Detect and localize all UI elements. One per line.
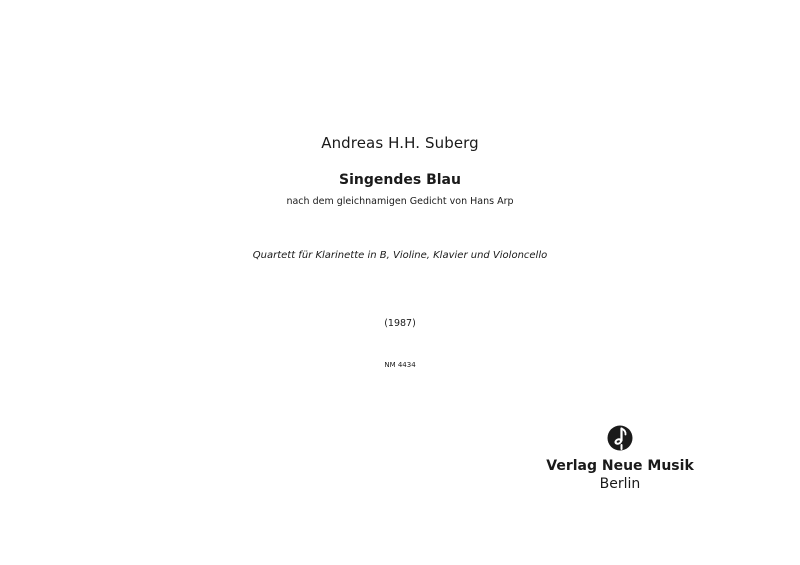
work-title: Singendes Blau bbox=[339, 172, 461, 188]
catalog-number: NM 4434 bbox=[384, 361, 416, 369]
publisher-logo-icon bbox=[607, 424, 633, 452]
composition-year: (1987) bbox=[384, 318, 416, 329]
publisher-city: Berlin bbox=[599, 476, 641, 492]
publisher-block bbox=[520, 424, 720, 493]
composer-name: Andreas H.H. Suberg bbox=[321, 134, 479, 152]
work-subtitle: nach dem gleichnamigen Gedicht von Hans Arp bbox=[286, 196, 514, 207]
instrumentation: Quartett für Klarinette in B, Violine, Klavier und Violoncello bbox=[252, 250, 548, 261]
publisher-name: Verlag Neue Musik bbox=[546, 458, 694, 474]
